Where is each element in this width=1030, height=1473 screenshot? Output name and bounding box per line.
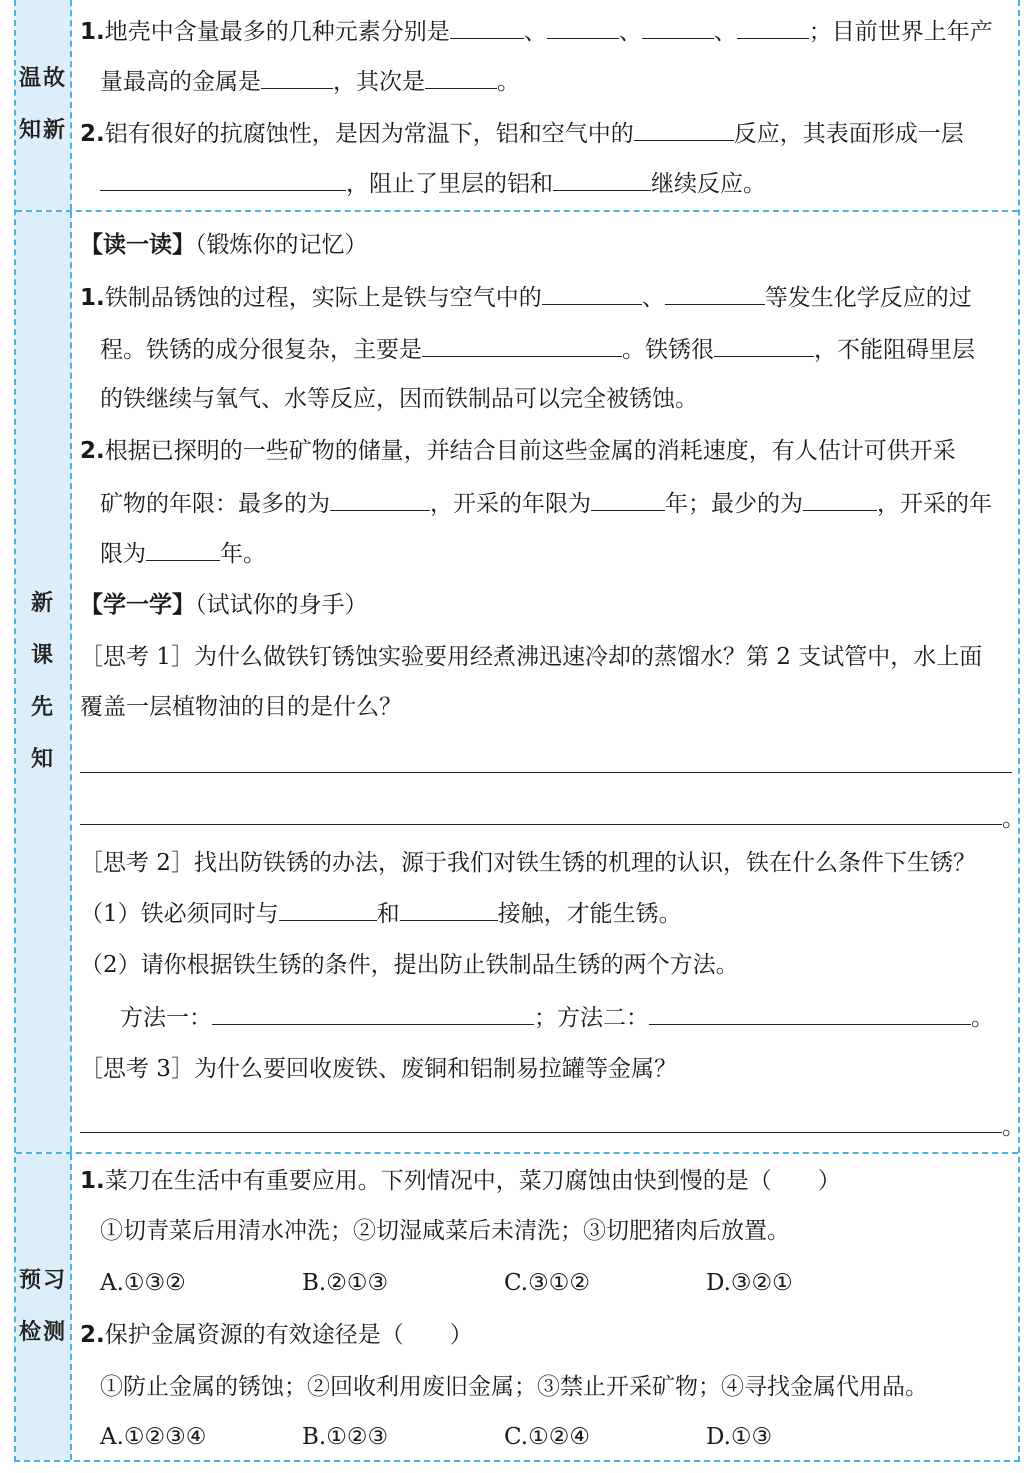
learn-heading-title: 【学一学】: [80, 592, 195, 618]
answer-blank[interactable]: [803, 488, 877, 511]
answer-blank[interactable]: [279, 898, 377, 921]
question-text: （1）铁必须同时与: [80, 901, 279, 927]
read-q1-line2: [100, 334, 1012, 365]
question-text: 年；最少的为: [665, 491, 803, 517]
answer-blank[interactable]: [547, 16, 619, 39]
check-section: [16, 1154, 1018, 1460]
question-text: 菜刀在生活中有重要应用。下列情况中，菜刀腐蚀由快到慢的是（ ）: [104, 1168, 841, 1194]
punctuation: 。: [1002, 1114, 1025, 1140]
question-text: 。铁锈很: [622, 337, 714, 363]
think1-line2: [80, 692, 1012, 722]
read-q2-line2: [100, 488, 1012, 519]
question-text: ，开采的年限为: [430, 491, 591, 517]
question-text: 年。: [220, 541, 266, 567]
question-text: ［思考 1］为什么做铁钉锈蚀实验要用经煮沸迅速冷却的蒸馏水？第 2 支试管中，水上面: [80, 644, 983, 670]
separator: 、: [713, 19, 737, 45]
worksheet-table: [14, 0, 1025, 1462]
punctuation: 。: [1002, 806, 1025, 832]
check-content: [74, 1154, 1018, 1460]
think3-line1: [80, 1054, 1012, 1084]
think2-line2: [80, 898, 1012, 929]
question-text: ①防止金属的锈蚀；②回收利用废旧金属；③禁止开采矿物；④寻找金属代用品。: [100, 1374, 928, 1400]
separator: 、: [523, 19, 547, 45]
answer-line[interactable]: [80, 1132, 1002, 1133]
question-text: 。: [497, 69, 520, 95]
question-text: ［思考 2］找出防铁锈的办法，源于我们对铁生锈的机理的认识，铁在什么条件下生锈？: [80, 850, 976, 876]
answer-blank[interactable]: [649, 1002, 971, 1025]
preview-content: [74, 212, 1025, 1152]
separator: 、: [641, 285, 665, 311]
review-q2-line2: [100, 168, 1012, 199]
answer-blank[interactable]: [714, 334, 814, 357]
option-c[interactable]: C.③①②: [504, 1270, 590, 1296]
preview-section: [16, 212, 1025, 1154]
answer-blank[interactable]: [642, 16, 714, 39]
question-number: 1.: [80, 1168, 105, 1194]
question-text: 覆盖一层植物油的目的是什么？: [80, 694, 402, 720]
answer-blank[interactable]: [261, 66, 333, 89]
think1-line1: [80, 642, 1012, 672]
question-text: ，阻止了里层的铝和: [346, 171, 553, 197]
preview-label-char: 先: [30, 695, 55, 720]
separator: 、: [618, 19, 642, 45]
question-text: 的铁继续与氧气、水等反应，因而铁制品可以完全被锈蚀。: [100, 386, 698, 412]
check-q2-line2: [100, 1372, 1012, 1402]
question-text: ；目前世界上年产: [808, 19, 993, 45]
option-d[interactable]: D.①③: [706, 1424, 773, 1450]
answer-blank[interactable]: [634, 118, 734, 141]
review-label-line1: 温故: [18, 66, 67, 91]
review-q1-line2: [100, 66, 1012, 97]
answer-blank[interactable]: [425, 66, 497, 89]
option-b[interactable]: B.②①③: [302, 1270, 389, 1296]
answer-blank[interactable]: [422, 334, 622, 357]
question-number: 1.: [80, 285, 105, 311]
check-q2-line1: [80, 1320, 1012, 1350]
read-q1-line3: [100, 384, 1012, 414]
question-text: ，不能阻碍里层: [814, 337, 975, 363]
review-q1-line1: [80, 16, 1012, 47]
question-text: 和: [376, 901, 400, 927]
answer-blank[interactable]: [542, 282, 642, 305]
question-text: ，开采的年: [877, 491, 992, 517]
answer-line[interactable]: [80, 772, 1012, 773]
question-text: 等发生化学反应的过: [764, 285, 972, 311]
question-text: 程。铁锈的成分很复杂，主要是: [100, 337, 422, 363]
check-q1-line2: [100, 1216, 1012, 1246]
option-a[interactable]: A.①③②: [100, 1270, 186, 1296]
question-text: （2）请你根据铁生锈的条件，提出防止铁制品生锈的两个方法。: [80, 952, 739, 978]
answer-blank[interactable]: [450, 16, 524, 39]
think2-line3: [80, 950, 1012, 980]
learn-heading: [80, 590, 1012, 620]
answer-blank[interactable]: [212, 1002, 534, 1025]
check-label-line2: 检测: [18, 1320, 67, 1345]
option-d[interactable]: D.③②①: [706, 1270, 793, 1296]
question-text: 矿物的年限：最多的为: [100, 491, 330, 517]
answer-blank[interactable]: [591, 488, 665, 511]
think3-end: [1002, 1112, 1025, 1142]
read-heading: [80, 230, 1012, 260]
question-text: 地壳中含量最多的几种元素分别是: [104, 19, 450, 45]
check-q1-line1: [80, 1166, 1012, 1196]
option-a[interactable]: A.①②③④: [100, 1424, 207, 1450]
review-label: [16, 0, 72, 210]
learn-heading-subtitle: （试试你的身手）: [195, 592, 368, 618]
question-text: ，其次是: [333, 69, 425, 95]
question-text: 铁制品锈蚀的过程，实际上是铁与空气中的: [104, 285, 542, 311]
answer-blank[interactable]: [737, 16, 809, 39]
think1-end: [1002, 804, 1025, 834]
question-number: 1.: [80, 19, 105, 45]
question-text: 方法一：: [120, 1005, 212, 1031]
question-number: 2.: [80, 121, 105, 147]
review-q2-line1: [80, 118, 1012, 149]
check-label-line1: 预习: [18, 1268, 67, 1293]
read-heading-title: 【读一读】: [80, 232, 195, 258]
question-text: ［思考 3］为什么要回收废铁、废铜和铝制易拉罐等金属？: [80, 1056, 677, 1082]
read-q1-line1: [80, 282, 1012, 313]
read-q2-line1: [80, 436, 1012, 466]
question-text: ；方法二：: [534, 1005, 649, 1031]
question-text: 铝有很好的抗腐蚀性，是因为常温下，铝和空气中的: [104, 121, 634, 147]
question-text: 根据已探明的一些矿物的储量，并结合目前这些金属的消耗速度，有人估计可供开采: [104, 438, 956, 464]
preview-label: [16, 212, 72, 1152]
review-section: [16, 0, 1018, 212]
question-number: 2.: [80, 1322, 105, 1348]
answer-blank[interactable]: [330, 488, 430, 511]
answer-blank[interactable]: [553, 168, 651, 191]
preview-label-char: 知: [30, 747, 55, 772]
answer-line[interactable]: [80, 824, 1002, 825]
question-text: 保护金属资源的有效途径是（ ）: [104, 1322, 473, 1348]
answer-blank[interactable]: [400, 898, 498, 921]
option-c[interactable]: C.①②④: [504, 1424, 590, 1450]
read-q2-line3: [100, 538, 1012, 569]
answer-blank[interactable]: [665, 282, 765, 305]
option-b[interactable]: B.①②③: [302, 1424, 389, 1450]
question-text: ①切青菜后用清水冲洗；②切湿咸菜后未清洗；③切肥猪肉后放置。: [100, 1218, 790, 1244]
punctuation: 。: [971, 1005, 994, 1031]
question-text: 继续反应。: [651, 171, 766, 197]
preview-label-char: 新: [30, 591, 55, 616]
check-label: [16, 1154, 72, 1460]
think2-line1: [80, 848, 1012, 878]
question-text: 反应，其表面形成一层: [733, 121, 964, 147]
review-label-line2: 知新: [18, 118, 67, 143]
answer-blank[interactable]: [100, 168, 346, 191]
preview-label-char: 课: [30, 643, 55, 668]
question-text: 接触，才能生锈。: [497, 901, 682, 927]
review-content: [74, 0, 1018, 210]
question-text: 量最高的金属是: [100, 69, 261, 95]
question-text: 限为: [100, 541, 146, 567]
think2-line4: [120, 1002, 1012, 1033]
read-heading-subtitle: （锻炼你的记忆）: [195, 232, 368, 258]
answer-blank[interactable]: [146, 538, 220, 561]
question-number: 2.: [80, 438, 105, 464]
